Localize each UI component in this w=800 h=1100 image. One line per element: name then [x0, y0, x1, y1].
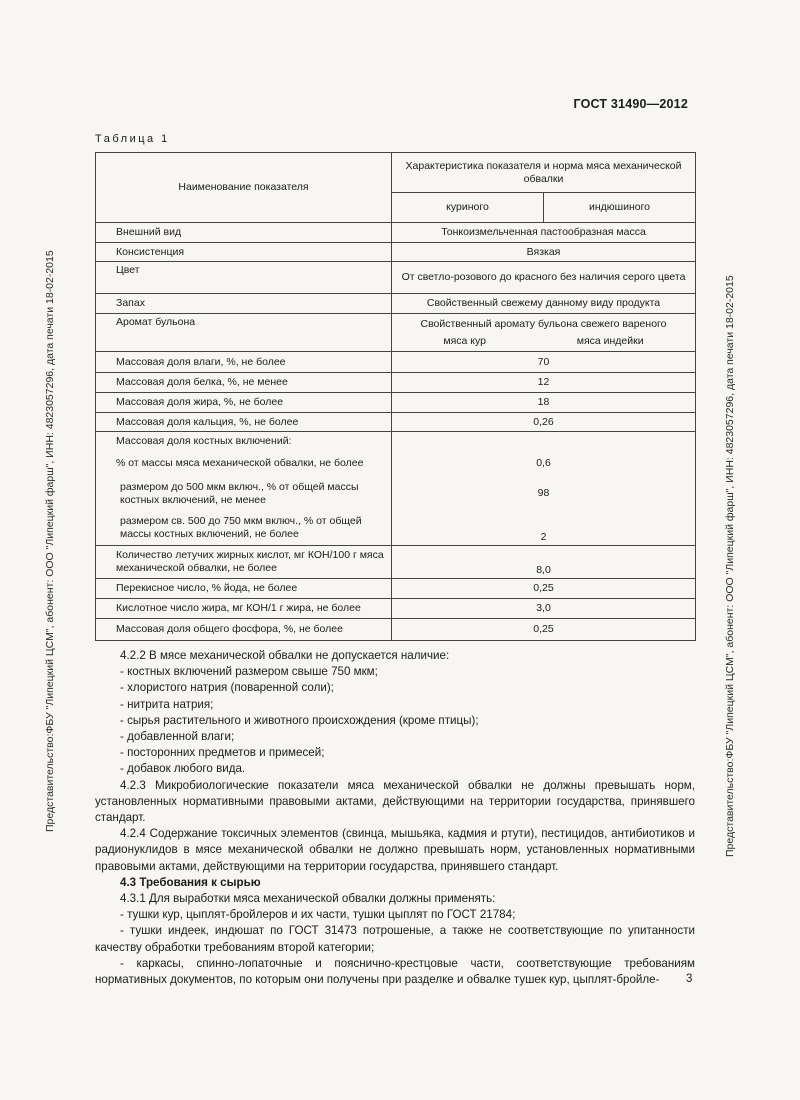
row-name: размером до 500 мкм включ., % от общей массы костных включений, не менее	[96, 476, 392, 512]
list-item: - костных включений размером свыше 750 мкм;	[120, 665, 378, 679]
row-value: 0,26	[392, 413, 696, 432]
list-item: - хлористого натрия (поваренной соли);	[120, 681, 334, 695]
row-value: 2	[392, 512, 696, 546]
row-name: размером св. 500 до 750 мкм включ., % от общей массы костных включений, не более	[96, 512, 392, 546]
row-value: 0,25	[392, 579, 696, 599]
row-value: 98	[392, 476, 696, 512]
row-name: Запах	[96, 294, 392, 314]
table-row	[96, 432, 696, 452]
table-row	[96, 314, 696, 352]
row-name: Массовая доля костных включений:	[96, 432, 392, 452]
print-stamp-right: Представительство:ФБУ "Липецкий ЦСМ", абонент: ООО "Липецкий фарш", ИНН: 4823057296, дата печати 18-02-2015	[724, 275, 736, 857]
row-name: Массовая доля белка, %, не менее	[96, 373, 392, 393]
row-value: Тонкоизмельченная пастообразная масса	[392, 223, 696, 243]
row-name: Массовая доля влаги, %, не более	[96, 352, 392, 373]
section-heading-4-3: 4.3 Требования к сырью	[120, 875, 261, 889]
row-value: 8,0	[392, 546, 696, 579]
row-name: Консистенция	[96, 243, 392, 262]
table-row	[96, 352, 696, 373]
row-name: Кислотное число жира, мг КОН/1 г жира, не более	[96, 599, 392, 619]
row-name: Внешний вид	[96, 223, 392, 243]
table-row	[96, 373, 696, 393]
row-name: Количество летучих жирных кислот, мг КОН/100 г мяса механической обвалки, не более	[96, 546, 392, 579]
row-name: Перекисное число, % йода, не более	[96, 579, 392, 599]
table-row	[96, 476, 696, 512]
row-value: От светло-розового до красного без наличия серого цвета	[392, 262, 696, 294]
row-name: % от массы мяса механической обвалки, не более	[96, 452, 392, 476]
row-value: 12	[392, 373, 696, 393]
paragraph-4-2-3: 4.2.3 Микробиологические показатели мяса механической обвалки не должны превышать норм, установленных нормативными правовыми актами, действующими на территории государства, принявшего стандарт.	[95, 778, 695, 825]
table-row	[96, 393, 696, 413]
table-row	[96, 512, 696, 546]
row-name: Аромат бульона	[96, 314, 392, 352]
row-name: Массовая доля кальция, %, не более	[96, 413, 392, 432]
print-stamp-left: Представительство:ФБУ "Липецкий ЦСМ", абонент: ООО "Липецкий фарш", ИНН: 4823057296, дата печати 18-02-2015	[44, 250, 56, 832]
table-caption: Таблица 1	[95, 133, 170, 145]
paragraph-4-2-2: 4.2.2 В мясе механической обвалки не допускается наличие:	[120, 649, 450, 662]
list-item: - посторонних предметов и примесей;	[120, 746, 325, 760]
table-row	[96, 243, 696, 262]
row-name: Массовая доля жира, %, не более	[96, 393, 392, 413]
row-value-main: Свойственный аромату бульона свежего вареного	[420, 317, 667, 330]
paragraph-4-2-4: 4.2.4 Содержание токсичных элементов (свинца, мышьяка, кадмия и ртути), пестицидов, антибиотиков и радионуклидов в мясе механической обвалки не должно превышать норм, установленных нормативными правовыми актами, действующими на территории государства, принявшего стандарт.	[95, 827, 695, 873]
table-row	[96, 619, 696, 641]
row-value: 3,0	[392, 599, 696, 619]
row-value: 0,25	[392, 619, 696, 641]
row-value: Свойственный свежему данному виду продукта	[392, 294, 696, 314]
table-row	[96, 546, 696, 579]
table-row	[96, 294, 696, 314]
body-text	[95, 648, 695, 988]
list-item: - нитрита натрия;	[120, 697, 214, 711]
row-subvalue-chicken: мяса кур	[443, 334, 486, 347]
row-value	[392, 314, 696, 352]
list-item: - каркасы, спинно-лопаточные и пояснично-крестцовые части, соответствующие требованиям нормативных документов, по которым они получены при разделке и обвалке тушек кур, цыплят-бройле-	[95, 956, 695, 987]
table-row	[96, 223, 696, 243]
document-code: ГОСТ 31490—2012	[573, 97, 688, 111]
table-row	[96, 452, 696, 476]
header-sub-turkey: индюшиного	[544, 193, 696, 223]
row-value	[392, 432, 696, 452]
row-value: 18	[392, 393, 696, 413]
list-item: - добавленной влаги;	[120, 730, 235, 744]
table-row	[96, 413, 696, 432]
row-name: Массовая доля общего фосфора, %, не более	[96, 619, 392, 641]
spec-table	[95, 152, 696, 641]
row-name: Цвет	[96, 262, 392, 294]
page-number: 3	[686, 973, 693, 985]
table-row	[96, 579, 696, 599]
row-value: 70	[392, 352, 696, 373]
list-item: - сырья растительного и животного происхождения (кроме птицы);	[120, 713, 479, 727]
row-value: 0,6	[392, 452, 696, 476]
header-characteristic: Характеристика показателя и норма мяса механической обвалки	[392, 153, 696, 193]
table-row	[96, 262, 696, 294]
header-sub-chicken: куриного	[392, 193, 544, 223]
list-item: - тушки кур, цыплят-бройлеров и их части, тушки цыплят по ГОСТ 21784;	[120, 908, 516, 922]
list-item: - тушки индеек, индюшат по ГОСТ 31473 потрошеные, а также не соответствующие по упитанности качеству обработки требованиям второй категории;	[95, 924, 695, 954]
list-item: - добавок любого вида.	[120, 762, 246, 776]
header-name-column: Наименование показателя	[96, 153, 392, 223]
table-row	[96, 599, 696, 619]
paragraph-4-3-1: 4.3.1 Для выработки мяса механической обвалки должны применять:	[120, 892, 496, 906]
row-subvalue-turkey: мяса индейки	[576, 334, 644, 347]
row-value: Вязкая	[392, 243, 696, 262]
